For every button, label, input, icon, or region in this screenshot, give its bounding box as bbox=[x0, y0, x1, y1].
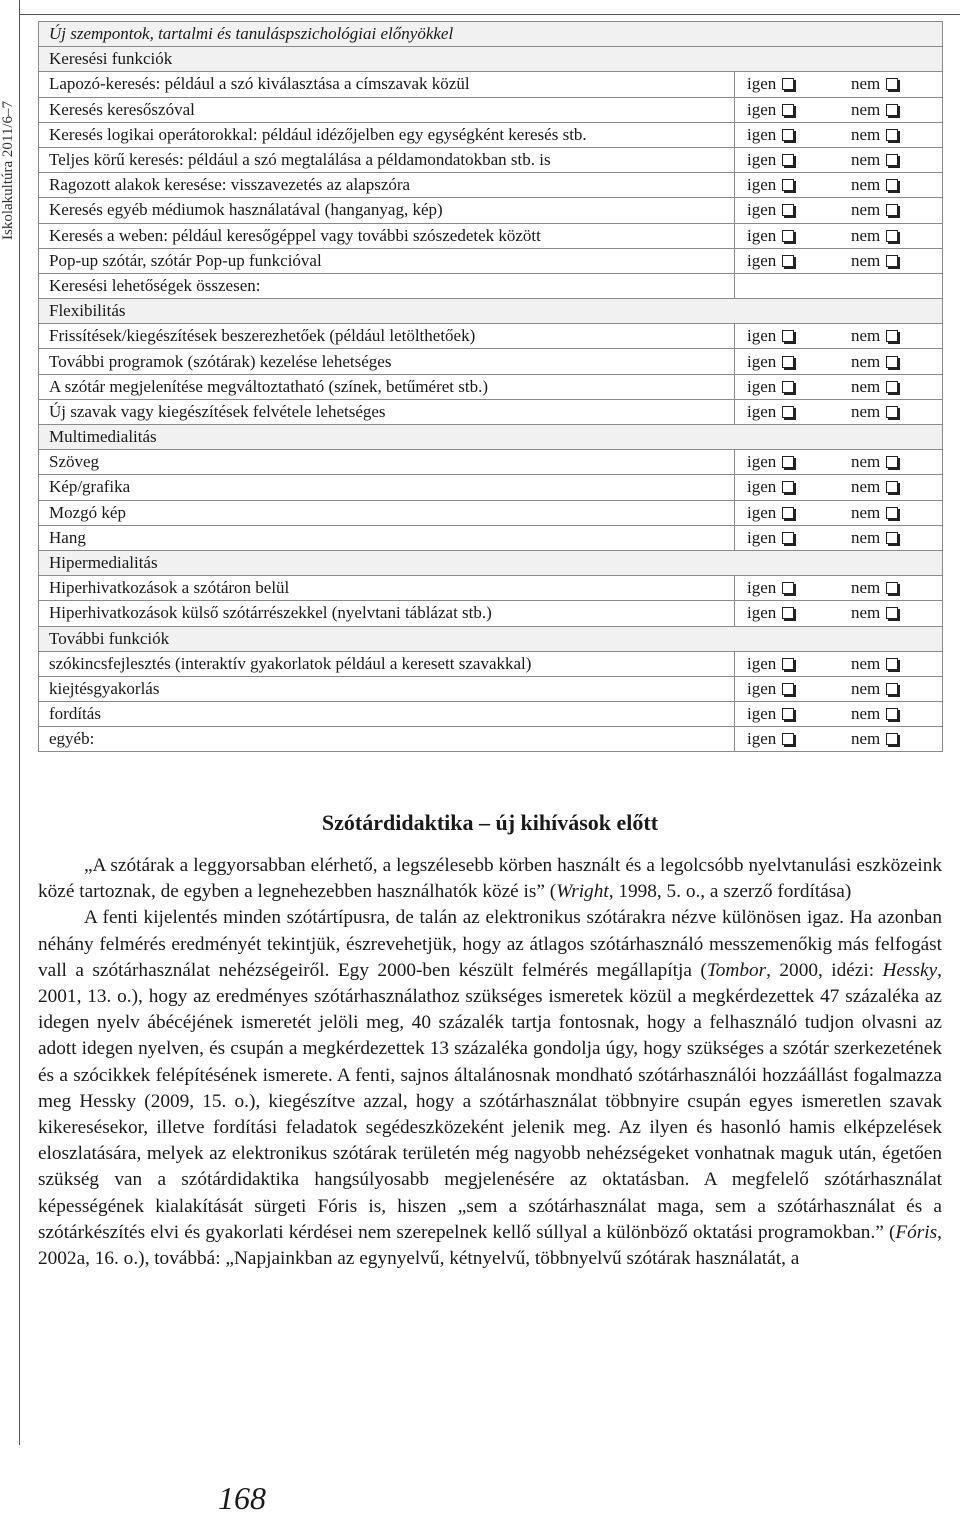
nem-label: nem bbox=[851, 74, 881, 94]
table-row bbox=[39, 273, 943, 298]
igen-option[interactable] bbox=[747, 655, 794, 673]
table-row bbox=[39, 702, 943, 727]
answer-options bbox=[735, 198, 943, 223]
igen-label: igen bbox=[747, 74, 777, 94]
table-row bbox=[39, 475, 943, 500]
table-row bbox=[39, 576, 943, 601]
igen-label: igen bbox=[747, 527, 777, 547]
criterion-label: Szöveg bbox=[39, 450, 735, 475]
igen-label: igen bbox=[747, 678, 777, 698]
criterion-label: Keresés logikai operátorokkal: például idézőjelben egy egységként keresés stb. bbox=[39, 122, 735, 147]
igen-label: igen bbox=[747, 452, 777, 472]
answer-options bbox=[735, 173, 943, 198]
nem-label: nem bbox=[851, 729, 881, 749]
criterion-label: Keresés a weben: például keresőgéppel vagy további szószedetek között bbox=[39, 223, 735, 248]
table-row bbox=[39, 324, 943, 349]
igen-label: igen bbox=[747, 502, 777, 522]
igen-label: igen bbox=[747, 376, 777, 396]
criterion-label: fordítás bbox=[39, 702, 735, 727]
nem-checkbox[interactable] bbox=[886, 78, 898, 90]
table-section-row bbox=[39, 47, 943, 72]
igen-checkbox[interactable] bbox=[782, 607, 794, 619]
igen-option[interactable] bbox=[747, 101, 794, 119]
igen-option[interactable] bbox=[747, 151, 794, 169]
criterion-label: Keresési lehetőségek összesen: bbox=[39, 273, 735, 298]
table-row bbox=[39, 450, 943, 475]
nem-option[interactable] bbox=[851, 478, 898, 496]
igen-label: igen bbox=[747, 250, 777, 270]
nem-label: nem bbox=[851, 477, 881, 497]
answer-options bbox=[735, 72, 943, 97]
section-label: Flexibilitás bbox=[39, 299, 943, 324]
nem-option[interactable] bbox=[851, 101, 898, 119]
nem-checkbox[interactable] bbox=[886, 179, 898, 191]
igen-option[interactable] bbox=[747, 252, 794, 270]
nem-checkbox[interactable] bbox=[886, 607, 898, 619]
nem-option[interactable] bbox=[851, 201, 898, 219]
table-row bbox=[39, 147, 943, 172]
nem-label: nem bbox=[851, 527, 881, 547]
igen-checkbox[interactable] bbox=[782, 356, 794, 368]
igen-label: igen bbox=[747, 99, 777, 119]
table-row bbox=[39, 727, 943, 752]
nem-label: nem bbox=[851, 351, 881, 371]
nem-checkbox[interactable] bbox=[886, 456, 898, 468]
igen-checkbox[interactable] bbox=[782, 154, 794, 166]
nem-option[interactable] bbox=[851, 604, 898, 622]
igen-option[interactable] bbox=[747, 529, 794, 547]
criterion-label: Hang bbox=[39, 525, 735, 550]
quote-source: , 1998, 5. o., a szerző fordítása) bbox=[608, 881, 852, 903]
nem-label: nem bbox=[851, 376, 881, 396]
table-section-row bbox=[39, 299, 943, 324]
paragraph-1-rest: , 2001, 13. o.), hogy az eredményes szótárhasználathoz szükséges ismeretek közül a megkérdezettek 47 százaléka az idegen nyelv ábécéjének ismeretét jelöli meg, 40 százalék tartja fontosnak, hogy a felhasználó tudjon olvasni az adott idegen nyelven, és csupán a megkérdezettek 13 százaléka gondolja úgy, hogy szükséges a szótár szerkezetének és a szócikkek felépítésének ismerete. A fenti, sajnos általánosnak mondható szótárhasználói hozzáállást fogalmazza meg Hessky (2009, 15. o.), kiegészítve azzal, hogy a szótárhasználat többnyire csupán egyes ismeretlen szavak kikeresésekor, illetve fordítási feladatok segédeszközeként jelenik meg. Az ilyen és hasonló hamis elképzelések eloszlatására, melyek az elektronikus szótárak területén még nagyobb nehézségeket vonhatnak maguk után, égetően szükség van a szótárdidaktika hangsúlyosabb megjelenésére az oktatásban. A megfelelő szótárhasználat képességének kialakítását sürgeti Fóris is, hiszen „sem a szótárhasználat maga, sem a szótárhasználat és a szótárkészítés elvi és gyakorlati kérdései nem szerepelnek kellő súllyal a különböző oktatási programokban.” ( bbox=[38, 959, 942, 1243]
table-row bbox=[39, 223, 943, 248]
criterion-label: Hiperhivatkozások a szótáron belül bbox=[39, 576, 735, 601]
criterion-label: szókincsfejlesztés (interaktív gyakorlatok például a keresett szavakkal) bbox=[39, 651, 735, 676]
nem-checkbox[interactable] bbox=[886, 330, 898, 342]
nem-checkbox[interactable] bbox=[886, 356, 898, 368]
nem-label: nem bbox=[851, 225, 881, 245]
nem-option[interactable] bbox=[851, 151, 898, 169]
igen-option[interactable] bbox=[747, 353, 794, 371]
criterion-label: Mozgó kép bbox=[39, 500, 735, 525]
igen-checkbox[interactable] bbox=[782, 481, 794, 493]
nem-label: nem bbox=[851, 150, 881, 170]
answer-options bbox=[735, 223, 943, 248]
igen-checkbox[interactable] bbox=[782, 230, 794, 242]
igen-option[interactable] bbox=[747, 478, 794, 496]
nem-option[interactable] bbox=[851, 227, 898, 245]
nem-label: nem bbox=[851, 326, 881, 346]
igen-label: igen bbox=[747, 578, 777, 598]
igen-label: igen bbox=[747, 477, 777, 497]
answer-options bbox=[735, 601, 943, 626]
igen-label: igen bbox=[747, 326, 777, 346]
table-row bbox=[39, 198, 943, 223]
table-section-row bbox=[39, 626, 943, 651]
criterion-label: Lapozó-keresés: például a szó kiválasztása a címszavak közül bbox=[39, 72, 735, 97]
nem-label: nem bbox=[851, 99, 881, 119]
criterion-label: egyéb: bbox=[39, 727, 735, 752]
igen-option[interactable] bbox=[747, 201, 794, 219]
igen-checkbox[interactable] bbox=[782, 658, 794, 670]
criterion-label: Frissítések/kiegészítések beszerezhetőek (például letölthetőek) bbox=[39, 324, 735, 349]
igen-label: igen bbox=[747, 653, 777, 673]
nem-checkbox[interactable] bbox=[886, 104, 898, 116]
table-row bbox=[39, 248, 943, 273]
igen-label: igen bbox=[747, 729, 777, 749]
answer-options bbox=[735, 273, 943, 298]
table-row bbox=[39, 374, 943, 399]
table-title: Új szempontok, tartalmi és tanuláspszichológiai előnyökkel bbox=[39, 22, 943, 47]
nem-option[interactable] bbox=[851, 453, 898, 471]
nem-checkbox[interactable] bbox=[886, 507, 898, 519]
quote-author: Wright bbox=[556, 881, 609, 903]
article-body bbox=[38, 853, 942, 1272]
answer-options bbox=[735, 374, 943, 399]
answer-options bbox=[735, 576, 943, 601]
nem-option[interactable] bbox=[851, 126, 898, 144]
nem-option[interactable] bbox=[851, 252, 898, 270]
nem-checkbox[interactable] bbox=[886, 381, 898, 393]
journal-label bbox=[0, 0, 18, 240]
igen-checkbox[interactable] bbox=[782, 381, 794, 393]
nem-checkbox[interactable] bbox=[886, 532, 898, 544]
criterion-label: Új szavak vagy kiegészítések felvétele lehetséges bbox=[39, 399, 735, 424]
table-section-row bbox=[39, 550, 943, 575]
igen-option[interactable] bbox=[747, 176, 794, 194]
igen-label: igen bbox=[747, 200, 777, 220]
criterion-label: További programok (szótárak) kezelése lehetséges bbox=[39, 349, 735, 374]
citation-hessky: Hessky bbox=[882, 959, 938, 981]
table-section-row bbox=[39, 425, 943, 450]
answer-options bbox=[735, 97, 943, 122]
nem-option[interactable] bbox=[851, 403, 898, 421]
igen-checkbox[interactable] bbox=[782, 708, 794, 720]
answer-options bbox=[735, 475, 943, 500]
igen-label: igen bbox=[747, 704, 777, 724]
criterion-label: A szótár megjelenítése megváltoztatható (színek, betűméret stb.) bbox=[39, 374, 735, 399]
paragraph-1-text: A fenti kijelentés minden szótártípusra, de talán az elektronikus szótárakra nézve különösen igaz. Ha azonban néhány felmérés eredményét tekintjük, észrevehetjük, hogy az átlagos szótárhasználó messzemenőkig más felfogást vall a szótárhasználat nehézségeiről. Egy 2000-ben készült felmérés megállapítja ( bbox=[38, 907, 942, 981]
igen-option[interactable] bbox=[747, 227, 794, 245]
answer-options bbox=[735, 450, 943, 475]
nem-checkbox[interactable] bbox=[886, 582, 898, 594]
nem-label: nem bbox=[851, 653, 881, 673]
nem-option[interactable] bbox=[851, 327, 898, 345]
igen-checkbox[interactable] bbox=[782, 179, 794, 191]
igen-option[interactable] bbox=[747, 730, 794, 748]
igen-option[interactable] bbox=[747, 75, 794, 93]
nem-checkbox[interactable] bbox=[886, 154, 898, 166]
nem-checkbox[interactable] bbox=[886, 230, 898, 242]
nem-option[interactable] bbox=[851, 378, 898, 396]
page-number: 168 bbox=[218, 1480, 266, 1516]
journal-name: Iskolakultúra 2011/6–7 bbox=[0, 100, 16, 240]
nem-label: nem bbox=[851, 603, 881, 623]
igen-label: igen bbox=[747, 603, 777, 623]
quote-text: „A szótárak a leggyorsabban elérhető, a legszélesebb körben használt és a legolcsóbb nyelvtanulási eszközeink közé tartoznak, de egyben a legnehezebben használhatók közé is” ( bbox=[38, 855, 942, 903]
opening-quote bbox=[38, 853, 942, 905]
criterion-label: Keresés keresőszóval bbox=[39, 97, 735, 122]
criterion-label: Teljes körű keresés: például a szó megtalálása a példamondatokban stb. is bbox=[39, 147, 735, 172]
criteria-table bbox=[38, 21, 943, 752]
criterion-label: Keresés egyéb médiumok használatával (hanganyag, kép) bbox=[39, 198, 735, 223]
table-row bbox=[39, 601, 943, 626]
side-rule bbox=[19, 0, 20, 1445]
criterion-label: Pop-up szótár, szótár Pop-up funkcióval bbox=[39, 248, 735, 273]
nem-label: nem bbox=[851, 578, 881, 598]
nem-option[interactable] bbox=[851, 176, 898, 194]
section-label: Multimedialitás bbox=[39, 425, 943, 450]
top-rule bbox=[19, 14, 960, 15]
answer-options bbox=[735, 702, 943, 727]
igen-label: igen bbox=[747, 401, 777, 421]
criterion-label: Ragozott alakok keresése: visszavezetés az alapszóra bbox=[39, 173, 735, 198]
table-title-row bbox=[39, 22, 943, 47]
igen-label: igen bbox=[747, 225, 777, 245]
igen-label: igen bbox=[747, 175, 777, 195]
nem-option[interactable] bbox=[851, 705, 898, 723]
igen-option[interactable] bbox=[747, 579, 794, 597]
igen-option[interactable] bbox=[747, 126, 794, 144]
answer-options bbox=[735, 324, 943, 349]
nem-label: nem bbox=[851, 250, 881, 270]
answer-options bbox=[735, 500, 943, 525]
section-label: Keresési funkciók bbox=[39, 47, 943, 72]
igen-checkbox[interactable] bbox=[782, 406, 794, 418]
paragraph-1 bbox=[38, 905, 942, 1272]
igen-option[interactable] bbox=[747, 378, 794, 396]
paragraph-1-end: , 2002a, 16. o.), továbbá: „Napjainkban az egynyelvű, kétnyelvű, többnyelvű szótárak használatát, a bbox=[38, 1221, 942, 1270]
igen-option[interactable] bbox=[747, 705, 794, 723]
nem-checkbox[interactable] bbox=[886, 481, 898, 493]
table-row bbox=[39, 399, 943, 424]
igen-label: igen bbox=[747, 351, 777, 371]
igen-checkbox[interactable] bbox=[782, 129, 794, 141]
igen-checkbox[interactable] bbox=[782, 582, 794, 594]
igen-checkbox[interactable] bbox=[782, 78, 794, 90]
nem-option[interactable] bbox=[851, 75, 898, 93]
section-label: Hipermedialitás bbox=[39, 550, 943, 575]
nem-checkbox[interactable] bbox=[886, 658, 898, 670]
nem-label: nem bbox=[851, 401, 881, 421]
nem-label: nem bbox=[851, 175, 881, 195]
table-row bbox=[39, 97, 943, 122]
citation-tombor: Tombor bbox=[706, 959, 767, 981]
table-row bbox=[39, 676, 943, 701]
nem-option[interactable] bbox=[851, 579, 898, 597]
nem-checkbox[interactable] bbox=[886, 204, 898, 216]
nem-checkbox[interactable] bbox=[886, 733, 898, 745]
answer-options bbox=[735, 349, 943, 374]
nem-option[interactable] bbox=[851, 680, 898, 698]
nem-checkbox[interactable] bbox=[886, 406, 898, 418]
criterion-label: Hiperhivatkozások külső szótárrészekkel (nyelvtani táblázat stb.) bbox=[39, 601, 735, 626]
igen-checkbox[interactable] bbox=[782, 104, 794, 116]
igen-option[interactable] bbox=[747, 504, 794, 522]
nem-checkbox[interactable] bbox=[886, 708, 898, 720]
nem-label: nem bbox=[851, 452, 881, 472]
table-row bbox=[39, 349, 943, 374]
criterion-label: kiejtésgyakorlás bbox=[39, 676, 735, 701]
igen-label: igen bbox=[747, 124, 777, 144]
criterion-label: Kép/grafika bbox=[39, 475, 735, 500]
igen-checkbox[interactable] bbox=[782, 330, 794, 342]
nem-option[interactable] bbox=[851, 529, 898, 547]
nem-label: nem bbox=[851, 678, 881, 698]
answer-options bbox=[735, 651, 943, 676]
answer-options bbox=[735, 727, 943, 752]
nem-checkbox[interactable] bbox=[886, 129, 898, 141]
igen-checkbox[interactable] bbox=[782, 456, 794, 468]
table-row bbox=[39, 651, 943, 676]
paragraph-1-mid: , 2000, idézi: bbox=[766, 959, 883, 981]
table-row bbox=[39, 500, 943, 525]
answer-options bbox=[735, 122, 943, 147]
igen-checkbox[interactable] bbox=[782, 683, 794, 695]
answer-options bbox=[735, 147, 943, 172]
answer-options bbox=[735, 248, 943, 273]
answer-options bbox=[735, 525, 943, 550]
nem-checkbox[interactable] bbox=[886, 255, 898, 267]
igen-option[interactable] bbox=[747, 453, 794, 471]
nem-option[interactable] bbox=[851, 353, 898, 371]
nem-option[interactable] bbox=[851, 730, 898, 748]
nem-option[interactable] bbox=[851, 655, 898, 673]
igen-checkbox[interactable] bbox=[782, 532, 794, 544]
igen-checkbox[interactable] bbox=[782, 204, 794, 216]
table-row bbox=[39, 173, 943, 198]
citation-foris: Fóris bbox=[895, 1221, 938, 1243]
section-label: További funkciók bbox=[39, 626, 943, 651]
igen-checkbox[interactable] bbox=[782, 507, 794, 519]
nem-checkbox[interactable] bbox=[886, 683, 898, 695]
nem-label: nem bbox=[851, 124, 881, 144]
table-row bbox=[39, 122, 943, 147]
igen-option[interactable] bbox=[747, 327, 794, 345]
table-row bbox=[39, 72, 943, 97]
nem-label: nem bbox=[851, 200, 881, 220]
igen-checkbox[interactable] bbox=[782, 733, 794, 745]
igen-checkbox[interactable] bbox=[782, 255, 794, 267]
nem-label: nem bbox=[851, 502, 881, 522]
nem-label: nem bbox=[851, 704, 881, 724]
table-row bbox=[39, 525, 943, 550]
igen-label: igen bbox=[747, 150, 777, 170]
nem-option[interactable] bbox=[851, 504, 898, 522]
igen-option[interactable] bbox=[747, 604, 794, 622]
igen-option[interactable] bbox=[747, 680, 794, 698]
answer-options bbox=[735, 399, 943, 424]
igen-option[interactable] bbox=[747, 403, 794, 421]
article-title: Szótárdidaktika – új kihívások előtt bbox=[321, 810, 659, 835]
answer-options bbox=[735, 676, 943, 701]
